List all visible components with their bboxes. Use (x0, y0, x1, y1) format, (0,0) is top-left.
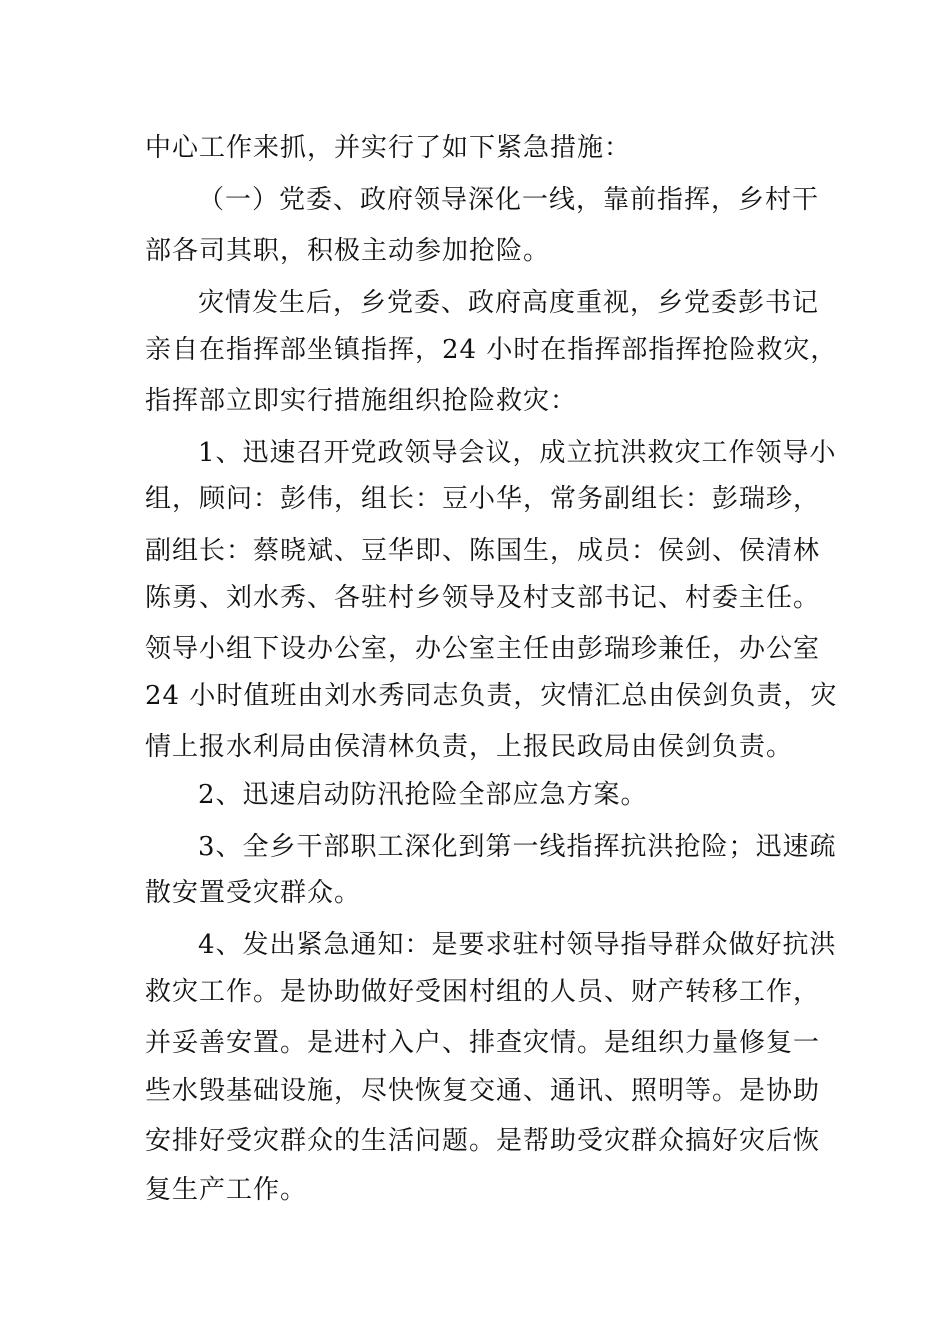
text-line: 部各司其职，积极主动参加抢险。 (145, 236, 551, 266)
text-line: 24 小时值班由刘水秀同志负责，灾情汇总由侯剑负责，灾 (145, 681, 838, 711)
text-line: 领导小组下设办公室，办公室主任由彭瑞珍兼任，办公室 (145, 634, 821, 664)
text-line: 陈勇、刘水秀、各驻村乡领导及村支部书记、村委主任。 (145, 583, 821, 613)
text-line: 情上报水利局由侯清林负责，上报民政局由侯剑负责。 (145, 732, 794, 762)
text-line: 安排好受灾群众的生活问题。是帮助受灾群众搞好灾后恢 (145, 1126, 821, 1156)
text-line: 1、迅速召开党政领导会议，成立抗洪救灾工作领导小 (198, 438, 837, 468)
text-line: 散安置受灾群众。 (145, 878, 362, 908)
text-line: 副组长：蔡晓斌、豆华即、陈国生，成员：侯剑、侯清林 (145, 536, 821, 566)
text-line: （一）党委、政府领导深化一线，靠前指挥，乡村干 (198, 185, 820, 215)
text-line: 复生产工作。 (145, 1175, 308, 1205)
text-line: 指挥部立即实行措施组织抢险救灾： (145, 386, 578, 416)
text-line: 亲自在指挥部坐镇指挥，24 小时在指挥部指挥抢险救灾， (145, 335, 838, 365)
text-line: 并妥善安置。是进村入户、排查灾情。是组织力量修复一 (145, 1028, 821, 1058)
text-line: 2、迅速启动防汛抢险全部应急方案。 (198, 780, 648, 810)
text-line: 些水毁基础设施，尽快恢复交通、通讯、照明等。是协助 (145, 1076, 821, 1106)
text-line: 救灾工作。是协助做好受困村组的人员、财产转移工作， (145, 977, 821, 1007)
text-line: 中心工作来抓，并实行了如下紧急措施： (145, 133, 632, 163)
text-line: 组，顾问：彭伟，组长：豆小华，常务副组长：彭瑞珍， (145, 484, 821, 514)
text-line: 灾情发生后，乡党委、政府高度重视，乡党委彭书记 (198, 288, 820, 318)
text-line: 3、全乡干部职工深化到第一线指挥抗洪抢险；迅速疏 (198, 832, 837, 862)
text-line: 4、发出紧急通知：是要求驻村领导指导群众做好抗洪 (198, 930, 837, 960)
